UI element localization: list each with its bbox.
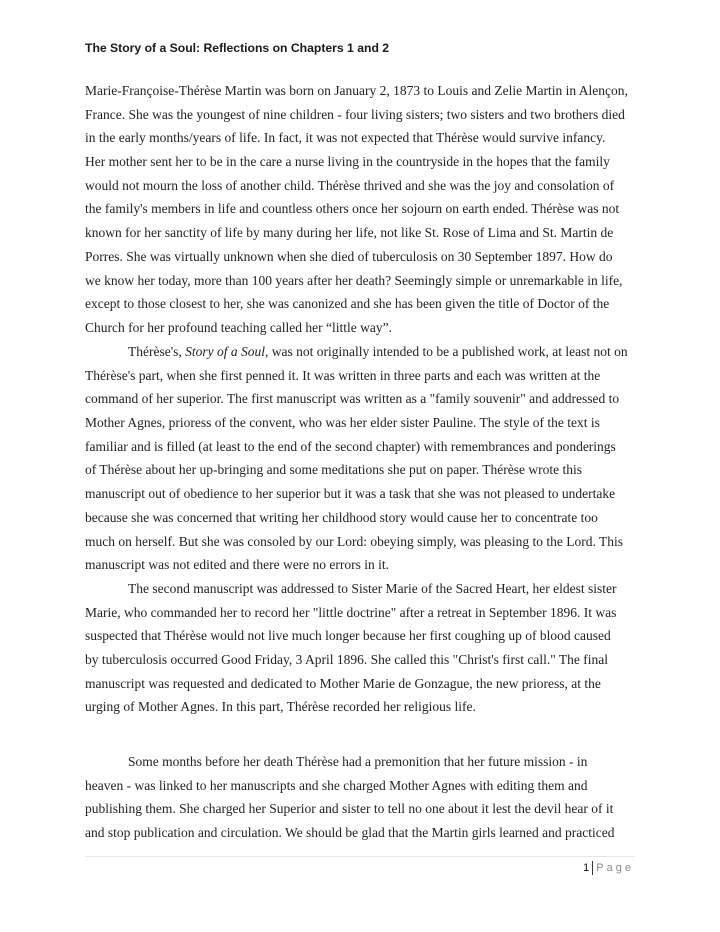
text-line: known for her sanctity of life by many during her life, not like St. Rose of Lima and St. Martin de [85,225,614,241]
text-line: manuscript was requested and dedicated to Mother Marie de Gonzague, the new prioress, at the [85,675,601,691]
text-line: Church for her profound teaching called her “little way”. [85,319,392,335]
text-line: in the early months/years of life. In fact, it was not expected that Thérèse would survive infancy. [85,130,606,146]
paragraph-4 [85,750,645,845]
text-fragment: Thérèse's, [128,344,186,359]
paragraph-2 [85,340,645,577]
text-line: publishing them. She charged her Superior and sister to tell no one about it lest the devil hear of it [85,801,614,817]
text-line [85,340,645,364]
text-line: Porres. She was virtually unknown when she died of tuberculosis on 30 September 1897. How do [85,248,613,264]
text-line: Mother Agnes, prioress of the convent, who was her elder sister Pauline. The style of the text is [85,415,600,431]
page-footer [583,861,634,875]
text-line: The second manuscript was addressed to Sister Marie of the Sacred Heart, her eldest sister [128,581,617,596]
text-line: of Thérèse about her up-bringing and some meditations she put on paper. Thérèse wrote this [85,462,583,478]
text-line: familiar and is filled (at least to the end of the second chapter) with remembrances and ponderings [85,438,616,454]
text-line: Marie, who commanded her to record her "little doctrine" after a retreat in September 1896. It was [85,604,617,620]
text-line: urging of Mother Agnes. In this part, Thérèse recorded her religious life. [85,699,476,715]
footer-divider [85,856,635,857]
text-fragment: was not originally intended to be a published work, at least not on [268,344,628,359]
page-label: Page [596,862,634,874]
text-line: France. She was the youngest of nine children - four living sisters; two sisters and two brothers died [85,106,625,122]
text-line: Some months before her death Thérèse had a premonition that her future mission - in [128,754,588,769]
text-line: Her mother sent her to be in the care a nurse living in the countryside in the hopes that the family [85,154,610,170]
text-line: suspected that Thérèse would not live much longer because her first coughing up of blood caused [85,628,611,644]
text-line: because she was concerned that writing her childhood story would cause her to concentrate too [85,509,598,525]
text-line: much on herself. But she was consoled by our Lord: obeying simply, was pleasing to the Lord. This [85,533,624,549]
text-line: manuscript was not edited and there were no errors in it. [85,557,390,573]
text-line: by tuberculosis occurred Good Friday, 3 April 1896. She called this "Christ's first call." The final [85,652,608,668]
text-line: would not mourn the loss of another child. Thérèse thrived and she was the joy and consolation of [85,177,615,193]
document-title: The Story of a Soul: Reflections on Chapters 1 and 2 [85,41,390,55]
text-line: except to those closest to her, she was canonized and she has been given the title of Doctor of the [85,296,610,312]
text-line: command of her superior. The first manuscript was written as a "family souvenir" and addressed to [85,391,620,407]
paragraph-1 [85,79,645,340]
text-line: heaven - was linked to her manuscripts and she charged Mother Agnes with editing them and [85,777,588,793]
book-title-italic: Story of a Soul, [185,344,269,359]
text-line: and stop publication and circulation. We should be glad that the Martin girls learned and practiced [85,825,615,841]
page-number: 1 [583,862,590,874]
footer-separator [592,861,593,875]
text-line: we know her today, more than 100 years after her death? Seemingly simple or unremarkable in life, [85,272,623,288]
text-line: the family's members in life and countless others once her sojourn on earth ended. Thérèse was not [85,201,620,217]
text-line: manuscript out of obedience to her superior but it was a task that she was not pleased to undertake [85,486,616,502]
text-line: Thérèse's part, when she first penned it. It was written in three parts and each was written at the [85,367,601,383]
text-line: Marie-Françoise-Thérèse Martin was born on January 2, 1873 to Louis and Zelie Martin in Alençon, [85,83,628,98]
paragraph-3 [85,577,645,719]
